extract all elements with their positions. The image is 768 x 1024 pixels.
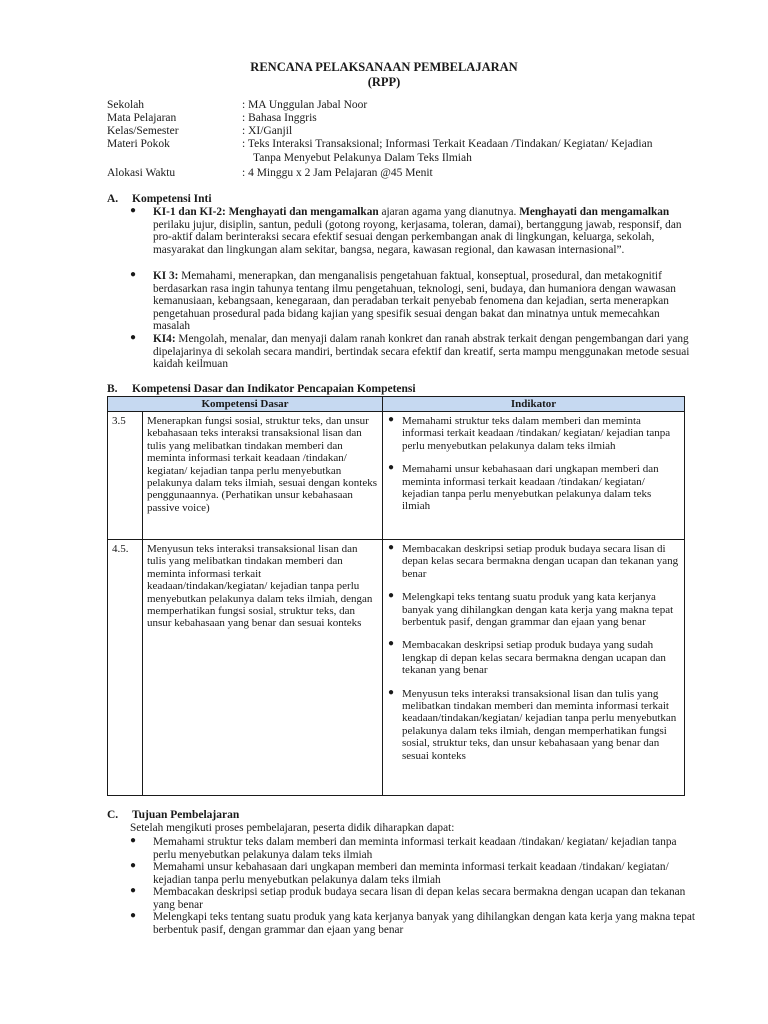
title-line-1: RENCANA PELAKSANAAN PEMBELAJARAN [250,60,518,74]
tujuan-text: Memahami struktur teks dalam memberi dan meminta informasi terkait keadaan /tindakan/ kegiatan/ kejadian tanpa perlu menyebutkan pelakunya dalam teks ilmiah [153,836,677,861]
kd-number: 3.5 [108,412,143,540]
section-title: Kompetensi Dasar dan Indikator Pencapaian Kompetensi [132,383,416,395]
section-title: Kompetensi Inti [132,193,212,205]
indicator-text: Membacakan deskripsi setiap produk budaya yang sudah lengkap di depan kelas secara bermakna dengan ucapan dan tekanan yang benar [402,639,666,677]
bullet-icon: ● [388,686,395,698]
kd-text: Menyusun teks interaksi transaksional lisan dan tulis yang melibatkan tindakan memberi dan meminta informasi terkait keadaan/tindakan/kegiatan/ kejadian tanpa perlu menyebutkan pelakunya dalam teks ilmiah, dengan memperhatikan fungsi sosial, struktur teks, dan unsur kebahasaan yang benar dan sesuai konteks [143,540,383,796]
section-title: Tujuan Pembelajaran [132,809,240,821]
bullet-icon: ● [130,860,137,871]
kd-indicator-table [107,396,685,796]
ki-3-text [153,270,698,333]
indicator-item [388,415,680,452]
info-value: : XI/Ganjil [242,125,293,137]
ki-bold: KI4: [153,333,176,345]
indicator-text: Memahami struktur teks dalam memberi dan meminta informasi terkait keadaan /tindakan/ kegiatan/ kejadian tanpa perlu menyebutkan pelakunya dalam teks ilmiah [402,415,671,452]
tujuan-intro: Setelah mengikuti proses pembelajaran, peserta didik diharapkan dapat: [130,822,455,834]
section-letter: A. [107,193,119,205]
tujuan-text: Membacakan deskripsi setiap produk budaya secara lisan di depan kelas secara bermakna dengan ucapan dan tekanan yang benar [153,886,686,911]
ki-text: ajaran agama yang dianutnya. [378,206,520,218]
bullet-icon: ● [388,414,395,425]
ki-text: Memahami, menerapkan, dan menganalisis pengetahuan faktual, konseptual, prosedural, dan metakognitif berdasarkan rasa ingin tahunya tentang ilmu pengetahuan, teknologi, seni, budaya, dan humaniora dengan wawasan kemanusiaan, kebangsaan, kenegaraan, dan peradaban terkait penyebab fenomena dan kejadian, serta menerapkan pengetahuan prosedural pada bidang kajian yang spesifik sesuai dengan bakat dan minatnya untuk memecahkan masalah [153,270,676,333]
tujuan-text: Memahami unsur kebahasaan dari ungkapan memberi dan meminta informasi terkait keadaan /tindakan/ kegiatan/ kejadian tanpa perlu menyebutkan pelakunya dalam teks ilmiah [153,861,669,886]
bullet-icon: ● [130,885,137,896]
section-letter: B. [107,383,118,395]
ki-text: Mengolah, menalar, dan menyaji dalam ranah konkret dan ranah abstrak terkait dengan pengembangan dari yang dipelajarinya di sekolah secara mandiri, bertindak secara efektif dan kreatif, serta mampu menggunakan metode sesuai kaidah keilmuan [153,333,690,371]
bullet-icon: ● [130,910,137,921]
section-b-heading [107,383,416,396]
indicator-text: Memahami unsur kebahasaan dari ungkapan memberi dan meminta informasi terkait keadaan /tindakan/ kegiatan/ kejadian tanpa perlu menyebutkan pelakunya dalam teks ilmiah [402,463,659,513]
kd-number: 4.5. [108,540,143,796]
indicator-item [388,463,680,513]
indicator-text: Membacakan deskripsi setiap produk budaya secara lisan di depan kelas secara bermakna dengan ucapan dan tekanan yang benar [402,543,679,580]
bullet-icon: ● [388,590,395,602]
kd-text: Menerapkan fungsi sosial, struktur teks, dan unsur kebahasaan teks interaksi transaksional lisan dan tulis yang melibatkan tindakan memberi dan meminta informasi terkait keadaan /tindakan/ kegiatan/ kejadian tanpa perlu menyebutkan pelakunya dalam teks ilmiah, sesuai dengan konteks penggunaannya. (Perhatikan unsur kebahasaan passive voice) [143,412,383,540]
header-kd: Kompetensi Dasar [108,397,383,412]
info-label: Materi Pokok [107,138,170,150]
bullet-icon: ● [388,462,395,474]
ki-1-2-text [153,206,698,256]
header-indikator: Indikator [383,397,685,412]
indicator-item [388,688,680,762]
info-label: Sekolah [107,99,145,111]
indicator-cell [383,540,685,796]
indicator-item [388,591,680,628]
section-a-heading [107,193,212,206]
info-value: : Bahasa Inggris [242,112,317,124]
info-value: : MA Unggulan Jabal Noor [242,99,368,111]
table-row [108,412,685,540]
info-value: : Teks Interaksi Transaksional; Informasi Terkait Keadaan /Tindakan/ Kegiatan/ Kejadian [242,138,653,150]
bullet-icon: ● [388,638,395,650]
bullet-icon: ● [130,835,137,846]
indicator-text: Melengkapi teks tentang suatu produk yang kata kerjanya banyak yang dihilangkan dengan kata kerja yang makna tepat berbentuk pasif, dengan grammar dan ejaan yang benar [402,591,674,629]
indicator-item [388,639,680,676]
bullet-icon: ● [130,205,137,216]
info-value: : 4 Minggu x 2 Jam Pelajaran @45 Menit [242,167,433,179]
section-letter: C. [107,809,119,821]
indicator-cell [383,412,685,540]
ki-bold: Menghayati dan mengamalkan [519,206,670,218]
bullet-icon: ● [388,542,395,553]
indicator-text: Menyusun teks interaksi transaksional lisan dan tulis yang melibatkan tindakan memberi dan meminta informasi terkait keadaan/tindakan/kegiatan/ kejadian tanpa perlu menyebutkan pelakunya dalam teks ilmiah, dengan memperhatikan fungsi sosial, struktur teks, dan unsur kebahasaan yang benar dan sesuai konteks [402,687,677,762]
page-title [0,60,768,90]
section-c-heading [107,809,239,822]
tujuan-text: Melengkapi teks tentang suatu produk yang kata kerjanya banyak yang dihilangkan dengan kata kerja yang makna tepat berbentuk pasif, dengan grammar dan ejaan yang benar [153,911,696,936]
ki-bold: KI-1 dan KI-2: Menghayati dan mengamalkan [153,206,379,218]
table-header-row [108,397,685,412]
ki-4-text [153,333,698,371]
ki-bold: KI 3: [153,270,179,282]
info-label: Mata Pelajaran [107,112,177,124]
indicator-item [388,543,680,580]
ki-text: perilaku jujur, disiplin, santun, peduli (gotong royong, kerjasama, toleran, damai), bertanggung jawab, responsif, dan pro-aktif dalam berinteraksi secara efektif sesuai dengan perkembangan anak di lingkungan, keluarga, sekolah, masyarakat dan lingkungan alam sekitar, bangsa, negara, kawasan regional, dan kawasan internasional”. [153,218,682,256]
table-row [108,540,685,796]
info-label: Kelas/Semester [107,125,179,137]
bullet-icon: ● [130,269,137,280]
title-line-2: (RPP) [367,75,401,89]
info-label: Alokasi Waktu [107,167,176,179]
info-value-continued: Tanpa Menyebut Pelakunya Dalam Teks Ilmiah [253,152,472,164]
bullet-icon: ● [130,332,137,343]
